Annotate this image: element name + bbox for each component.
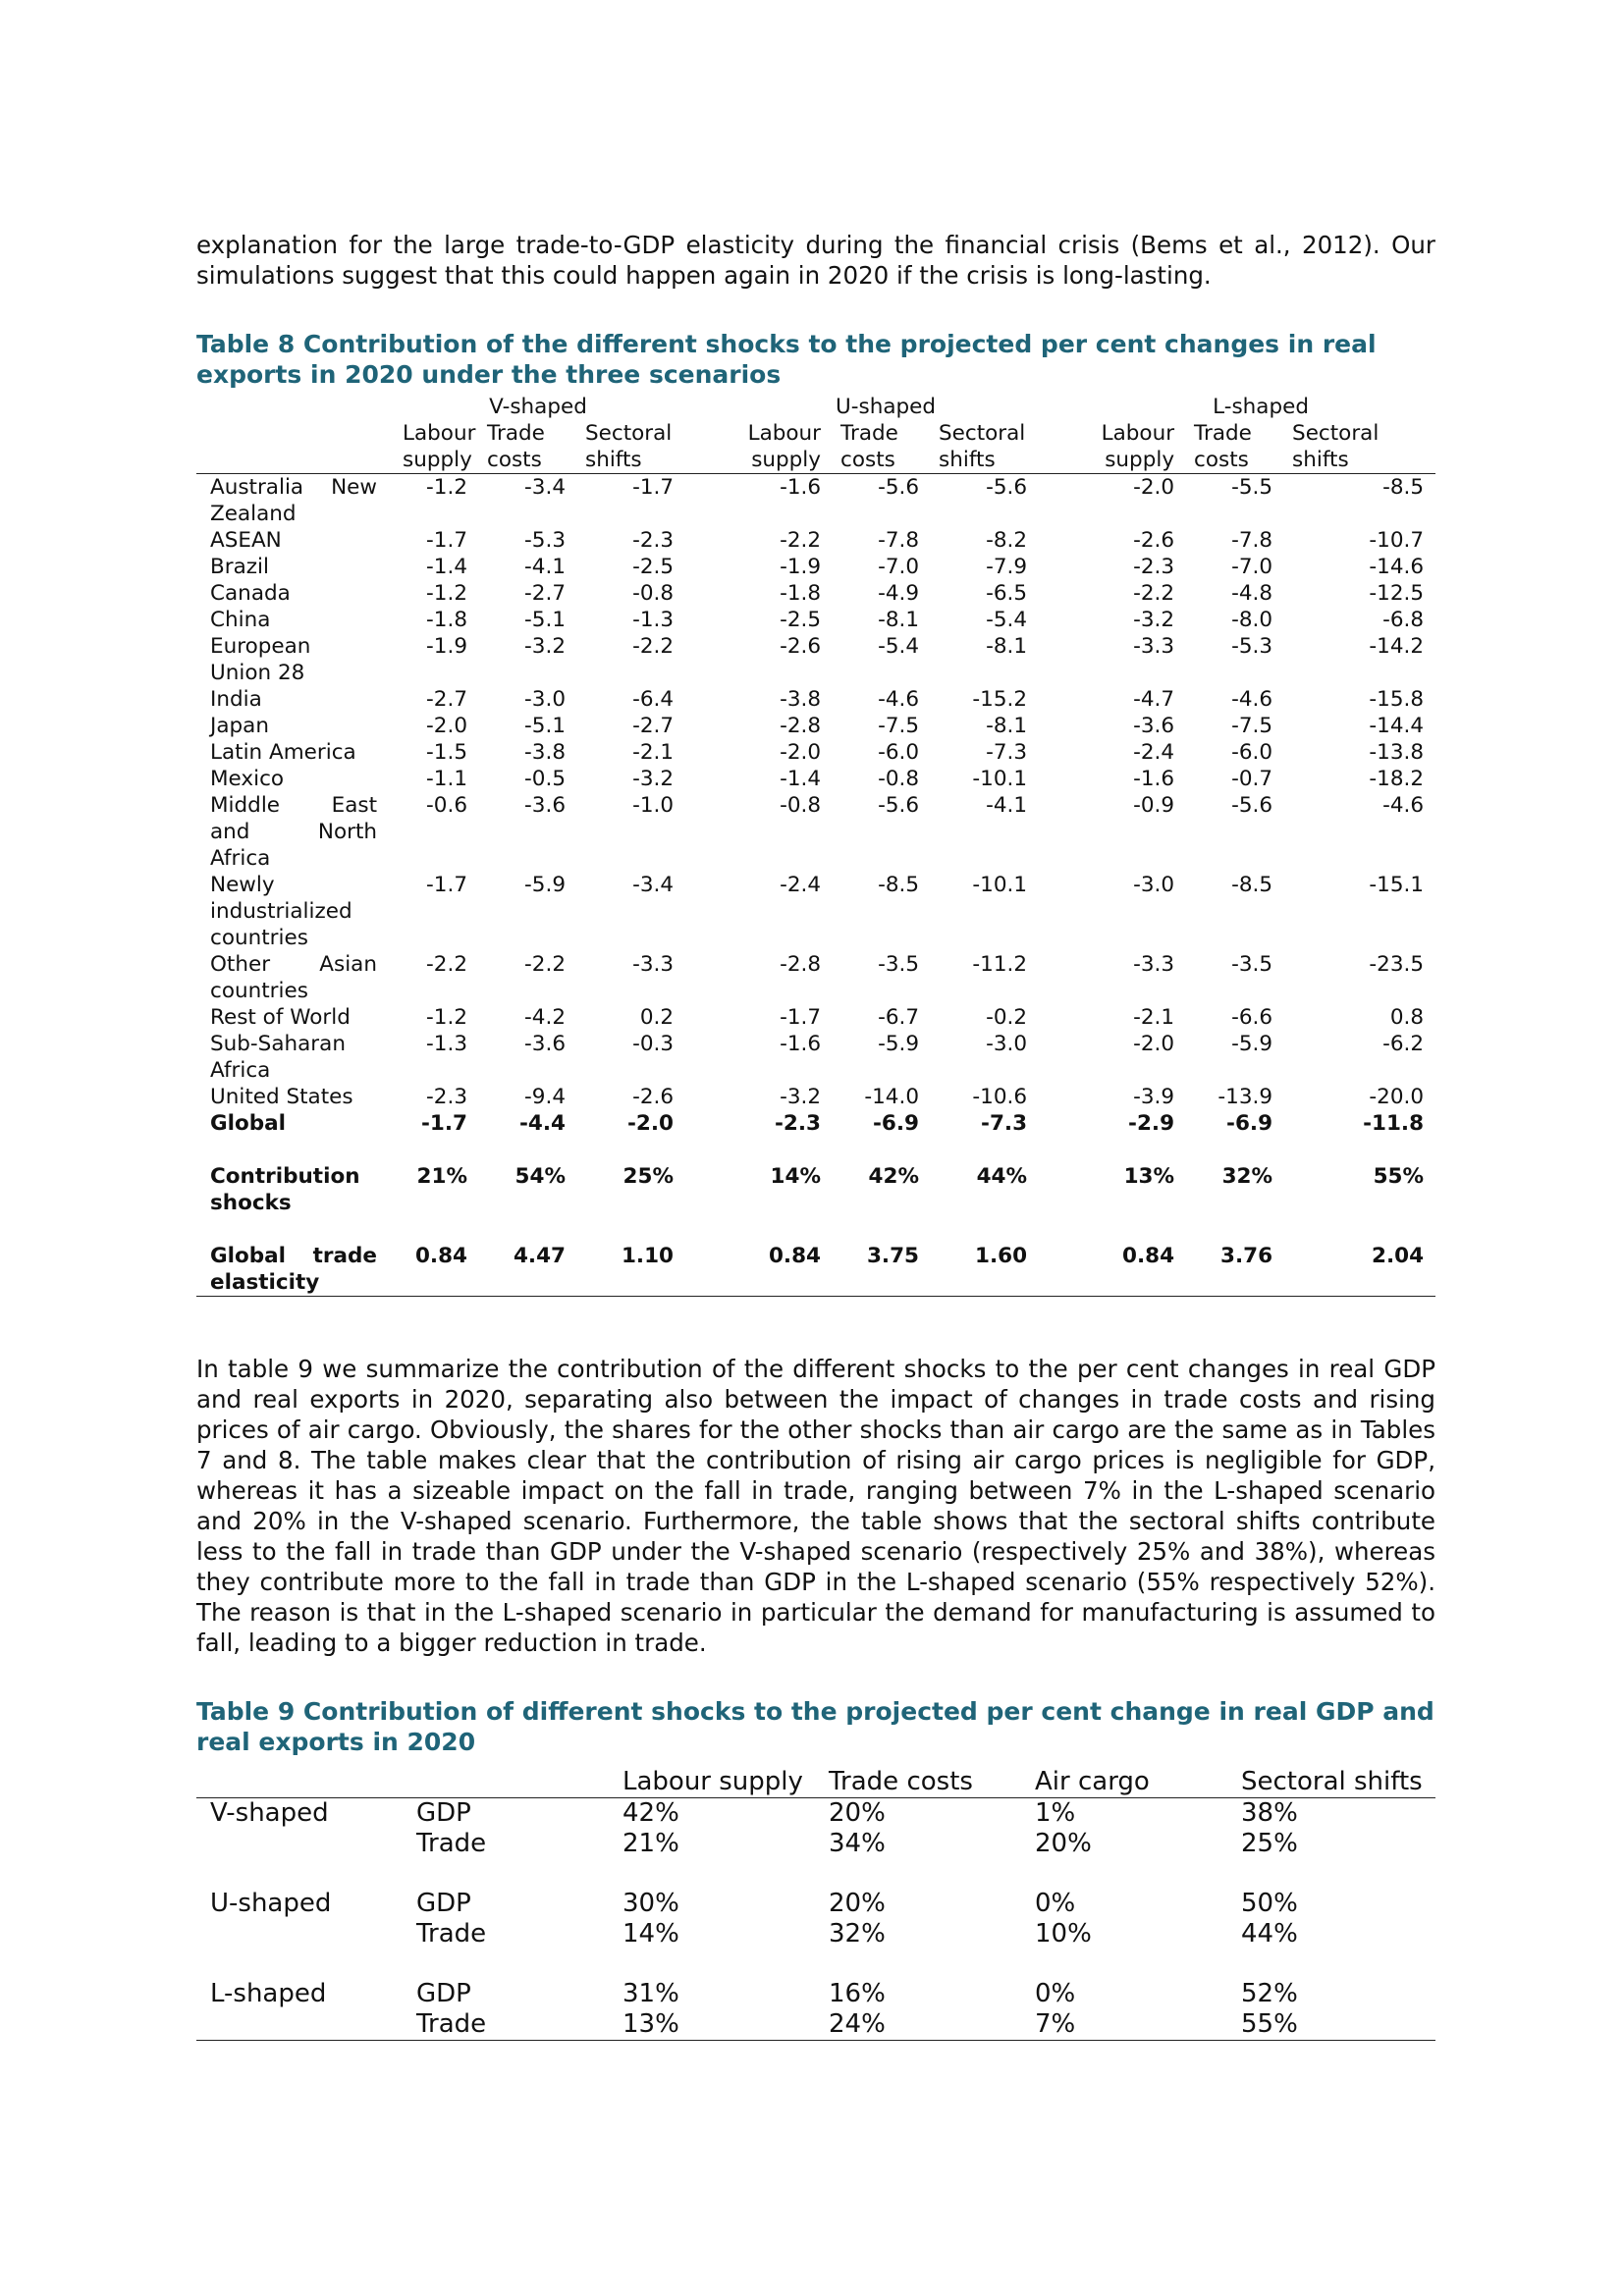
table-cell: -3.0	[1133, 873, 1175, 897]
col-header: Sectoral shifts	[1227, 1767, 1435, 1798]
table-cell: 0.84	[389, 1216, 479, 1297]
table-cell: -3.2	[780, 1085, 822, 1109]
table-cell: 42%	[622, 1798, 679, 1828]
table-cell: -8.1	[986, 634, 1028, 659]
table-row	[196, 739, 1435, 766]
table-cell: 54%	[514, 1164, 566, 1189]
table-cell: -0.8	[878, 767, 920, 791]
table-cell: -6.8	[1382, 608, 1425, 632]
table-cell: 20%	[1035, 1829, 1092, 1858]
table-cell: -2.2	[524, 952, 566, 977]
col-header: Sectoral	[939, 421, 1026, 446]
table-row	[196, 527, 1435, 554]
table-cell: -1.7	[426, 873, 467, 897]
col-header: Labour	[403, 421, 476, 446]
table-cell: -6.0	[878, 740, 920, 765]
table-cell: -3.2	[524, 634, 566, 659]
table-cell: -1.4	[780, 767, 822, 791]
row-label: Rest of World	[210, 1005, 351, 1030]
row-label: Newly industrialized countries	[210, 873, 352, 950]
table-cell: -8.5	[1382, 475, 1425, 500]
table-cell: -2.8	[780, 714, 822, 738]
table-cell: -23.5	[1369, 952, 1425, 977]
table-cell: -7.3	[986, 740, 1028, 765]
table-cell: -2.0	[780, 740, 822, 765]
table-cell: -5.9	[878, 1032, 920, 1056]
col-header: supply	[1039, 447, 1186, 474]
table-cell: -1.6	[780, 475, 822, 500]
table-cell: -2.7	[632, 714, 675, 738]
table-row	[196, 1949, 1435, 2009]
table-cell: -3.9	[1133, 1085, 1175, 1109]
table-cell: -8.5	[1231, 873, 1273, 897]
table-row	[196, 1110, 1435, 1137]
table-cell: -3.5	[878, 952, 920, 977]
table-cell: 31%	[622, 1979, 679, 2008]
table-cell: 25%	[622, 1164, 675, 1189]
table-cell: -18.2	[1369, 767, 1425, 791]
table-cell: -3.3	[632, 952, 675, 977]
table-cell: -1.4	[426, 555, 467, 579]
table-row	[196, 1829, 1435, 1859]
table-cell: -1.3	[426, 1032, 467, 1056]
table-row	[196, 580, 1435, 607]
table-cell: -8.1	[986, 714, 1028, 738]
row-label: Australia New Zealand	[210, 475, 377, 526]
table-cell: -5.4	[878, 634, 920, 659]
table-row	[196, 607, 1435, 633]
row-label: Latin America	[210, 740, 356, 765]
table-row	[196, 766, 1435, 792]
table-cell: -7.0	[1231, 555, 1273, 579]
table-cell: 20%	[829, 1798, 886, 1828]
row-label: Global	[210, 1111, 287, 1136]
table-cell: -2.2	[1133, 581, 1175, 606]
table-cell: -2.5	[632, 555, 675, 579]
table-cell: -6.7	[878, 1005, 920, 1030]
table-cell: -2.3	[426, 1085, 467, 1109]
table-cell: -2.4	[780, 873, 822, 897]
table-cell: -9.4	[524, 1085, 566, 1109]
table-cell: -1.5	[426, 740, 467, 765]
table-row	[196, 713, 1435, 739]
table-cell: -2.0	[1133, 1032, 1175, 1056]
col-header: shifts	[577, 447, 685, 474]
table-cell: -7.8	[1231, 528, 1273, 553]
table-row	[196, 1919, 1435, 1949]
table-cell: -8.0	[1231, 608, 1273, 632]
table-cell: -1.7	[780, 1005, 822, 1030]
middle-paragraph: In table 9 we summarize the contribution of the different shocks to the per cent changes in real GDP and real exports in 2020, separating also between the impact of changes in trade costs and rising prices of air cargo. Obviously, the shares for the other shocks than air cargo are the same as in Tables 7 and 8. The table makes clear that the contribution of rising air cargo prices is negligible for GDP, whereas it has a sizeable impact on the fall in trade, ranging between 7% in the L-shaped scenario and 20% in the V-shaped scenario. Furthermore, the table shows that the sectoral shifts contribute less to the fall in trade than GDP under the V-shaped scenario (respectively 25% and 38%), whereas they contribute more to the fall in trade than GDP in the L-shaped scenario (55% respectively 52%). The reason is that in the L-shaped scenario in particular the demand for manufacturing is assumed to fall, leading to a bigger reduction in trade.	[196, 1355, 1435, 1657]
table-cell: 38%	[1241, 1798, 1298, 1828]
table-cell: -4.6	[878, 687, 920, 712]
table8-caption: Table 8 Contribution of the different shocks to the projected per cent changes in real exports in 2020 under the three scenarios	[196, 330, 1377, 389]
table-cell: 13%	[1123, 1164, 1175, 1189]
table-cell: 21%	[622, 1829, 679, 1858]
table-cell: -10.6	[972, 1085, 1028, 1109]
table-cell: -14.6	[1369, 555, 1425, 579]
row-label: Global trade elasticity	[196, 1216, 389, 1297]
table-cell: 32%	[1221, 1164, 1273, 1189]
table-cell: -12.5	[1369, 581, 1425, 606]
table-cell: -2.6	[632, 1085, 675, 1109]
table-row	[196, 686, 1435, 713]
col-header: costs	[479, 447, 577, 474]
table-cell: 1%	[1035, 1798, 1076, 1828]
col-header: Labour	[1101, 421, 1175, 446]
table-cell: -0.9	[1133, 793, 1175, 818]
table-cell: 7%	[1021, 2009, 1227, 2041]
row-label: European Union 28	[210, 634, 311, 685]
table-cell: 0%	[1035, 1889, 1076, 1918]
table-cell: -2.9	[1128, 1111, 1175, 1136]
row-label: Canada	[210, 581, 291, 606]
col-header: supply	[685, 447, 833, 474]
table-cell: 20%	[829, 1889, 886, 1918]
table-row	[196, 474, 1435, 528]
table-cell: -2.6	[780, 634, 822, 659]
table-cell: -1.0	[632, 793, 675, 818]
table-cell: 1.60	[931, 1216, 1039, 1297]
intro-paragraph: explanation for the large trade-to-GDP elasticity during the financial crisis (Bems et al., 2012). Our simulations suggest that this could happen again in 2020 if the crisis is long-lasting.	[196, 231, 1435, 290]
table-cell: -5.1	[524, 608, 566, 632]
table-row	[196, 872, 1435, 951]
table-cell: -7.5	[878, 714, 920, 738]
scenario-label: V-shaped	[210, 1798, 329, 1828]
table-cell: -2.1	[632, 740, 675, 765]
table-cell: -1.7	[420, 1111, 467, 1136]
table-cell: -1.6	[1133, 767, 1175, 791]
table-cell: -5.6	[878, 475, 920, 500]
table-cell: -2.0	[627, 1111, 675, 1136]
table-cell: -14.2	[1369, 634, 1425, 659]
table-cell: -3.6	[1133, 714, 1175, 738]
table-cell: -10.1	[972, 767, 1028, 791]
table-cell: -3.2	[632, 767, 675, 791]
table-cell: -6.9	[873, 1111, 920, 1136]
table-row	[196, 2009, 1435, 2041]
table-row	[196, 1031, 1435, 1084]
table-cell: 52%	[1241, 1979, 1298, 2008]
scenario-label	[196, 2009, 403, 2041]
table-cell: -15.1	[1369, 873, 1425, 897]
table-row	[196, 792, 1435, 872]
table-cell: -10.1	[972, 873, 1028, 897]
table-cell: -6.0	[1231, 740, 1273, 765]
table-cell: -0.3	[632, 1032, 675, 1056]
table-cell: -8.2	[986, 528, 1028, 553]
table-cell: -3.8	[780, 687, 822, 712]
col-header: costs	[833, 447, 931, 474]
scenario-header: L-shaped	[1213, 395, 1309, 419]
table-cell: -15.8	[1369, 687, 1425, 712]
table-cell: -1.7	[632, 475, 675, 500]
table-row	[196, 1084, 1435, 1110]
table-cell: -0.7	[1231, 767, 1273, 791]
table-cell: -1.2	[426, 475, 467, 500]
table-cell: -11.8	[1363, 1111, 1425, 1136]
table-cell: -6.9	[1226, 1111, 1273, 1136]
col-header: Trade	[840, 421, 898, 446]
table-cell: -4.1	[524, 555, 566, 579]
row-label: Sub-Saharan Africa	[210, 1032, 346, 1083]
table-row	[196, 1004, 1435, 1031]
table-cell: -4.6	[1231, 687, 1273, 712]
col-header: Trade costs	[815, 1767, 1021, 1798]
table-cell: -4.1	[986, 793, 1028, 818]
table-cell: -7.0	[878, 555, 920, 579]
table-row	[196, 1216, 1435, 1297]
col-header: shifts	[1284, 447, 1435, 474]
col-header: Labour supply	[609, 1767, 815, 1798]
table-cell: -0.8	[780, 793, 822, 818]
row-label: Middle East and North Africa	[210, 793, 377, 871]
measure-label: GDP	[416, 1889, 471, 1918]
table-cell: 30%	[622, 1889, 679, 1918]
table-cell: 16%	[829, 1979, 886, 2008]
table-cell: -2.0	[426, 714, 467, 738]
table-cell: -5.6	[878, 793, 920, 818]
measure-label: GDP	[416, 1979, 471, 2008]
table-cell: -8.5	[878, 873, 920, 897]
table-cell: -2.7	[524, 581, 566, 606]
row-label: United States	[210, 1085, 353, 1109]
table-cell: -4.2	[524, 1005, 566, 1030]
table-cell: 34%	[829, 1829, 886, 1858]
table-cell: -15.2	[972, 687, 1028, 712]
table9	[196, 1767, 1435, 2041]
col-header: Air cargo	[1021, 1767, 1227, 1798]
table-cell: -4.8	[1231, 581, 1273, 606]
table-cell: -14.4	[1369, 714, 1425, 738]
table-cell: -5.4	[986, 608, 1028, 632]
table-cell: -6.2	[1382, 1032, 1425, 1056]
table-cell: -6.4	[632, 687, 675, 712]
table-cell: -4.9	[878, 581, 920, 606]
scenario-header: U-shaped	[836, 395, 937, 419]
scenario-label: L-shaped	[210, 1979, 327, 2008]
scenario-label	[196, 1829, 403, 1859]
table-cell: 0.8	[1389, 1005, 1425, 1030]
table-cell: -5.1	[524, 714, 566, 738]
table-cell: -3.6	[524, 1032, 566, 1056]
col-header: shifts	[931, 447, 1039, 474]
table-cell: 3.75	[833, 1216, 931, 1297]
table-cell: -2.7	[426, 687, 467, 712]
table-cell: -3.5	[1231, 952, 1273, 977]
col-header: Trade	[487, 421, 545, 446]
table-row	[196, 554, 1435, 580]
table-cell: -11.2	[972, 952, 1028, 977]
table-cell: -1.3	[632, 608, 675, 632]
table-cell: 0.2	[639, 1005, 675, 1030]
table-cell: -3.4	[632, 873, 675, 897]
table-cell: -4.6	[1382, 793, 1425, 818]
table-cell: -3.8	[524, 740, 566, 765]
scenario-label	[196, 1919, 403, 1949]
col-header: costs	[1186, 447, 1284, 474]
table-cell: -1.1	[426, 767, 467, 791]
measure-label: GDP	[416, 1798, 471, 1828]
table-cell: 44%	[1241, 1919, 1298, 1949]
table-cell: -2.4	[1133, 740, 1175, 765]
table-cell: -10.7	[1369, 528, 1425, 553]
table-cell: -2.0	[1133, 475, 1175, 500]
table-cell: -3.2	[1133, 608, 1175, 632]
table-cell: 55%	[1227, 2009, 1435, 2041]
table-cell: -13.8	[1369, 740, 1425, 765]
table-cell: -2.2	[632, 634, 675, 659]
table-cell: -1.6	[780, 1032, 822, 1056]
table-cell: -2.2	[780, 528, 822, 553]
table-row	[196, 1859, 1435, 1919]
table-row	[196, 951, 1435, 1004]
table-cell: -14.0	[864, 1085, 920, 1109]
col-header: Sectoral	[1292, 421, 1380, 446]
table-cell: -2.6	[1133, 528, 1175, 553]
table-cell: -5.6	[1231, 793, 1273, 818]
col-header: Sectoral	[585, 421, 673, 446]
table-cell: -2.3	[775, 1111, 822, 1136]
row-label: ASEAN	[210, 528, 282, 553]
table8-header	[196, 394, 1435, 474]
table-cell: -2.2	[426, 952, 467, 977]
table-cell: -7.3	[981, 1111, 1028, 1136]
table8	[196, 394, 1435, 1297]
measure-label: Trade	[416, 1919, 487, 1949]
table-cell: -7.8	[878, 528, 920, 553]
table-cell: 50%	[1241, 1889, 1298, 1918]
table-cell: -5.3	[1231, 634, 1273, 659]
table8-body	[196, 474, 1435, 1297]
table-cell: -3.0	[524, 687, 566, 712]
table-cell: -5.9	[524, 873, 566, 897]
table-cell: 13%	[609, 2009, 815, 2041]
table-cell: -1.8	[780, 581, 822, 606]
table-cell: -6.6	[1231, 1005, 1273, 1030]
table-cell: -1.2	[426, 581, 467, 606]
row-label: Brazil	[210, 555, 269, 579]
table-cell: -0.6	[426, 793, 467, 818]
table9-header	[196, 1767, 1435, 1798]
table-cell: -3.3	[1133, 952, 1175, 977]
table-cell: -2.8	[780, 952, 822, 977]
table-row	[196, 1798, 1435, 1830]
table-cell: 14%	[622, 1919, 679, 1949]
row-label: Mexico	[210, 767, 285, 791]
table-cell: 3.76	[1186, 1216, 1284, 1297]
table-cell: -3.0	[986, 1032, 1028, 1056]
table-cell: 0%	[1035, 1979, 1076, 2008]
table-cell: 4.47	[479, 1216, 577, 1297]
col-header: Trade	[1194, 421, 1252, 446]
table-cell: -1.7	[426, 528, 467, 553]
table-cell: 32%	[829, 1919, 886, 1949]
measure-label: Trade	[416, 1829, 487, 1858]
table-cell: -7.5	[1231, 714, 1273, 738]
table-cell: 0.84	[1039, 1216, 1186, 1297]
table-cell: -7.9	[986, 555, 1028, 579]
scenario-label: U-shaped	[210, 1889, 332, 1918]
table-cell: -0.8	[632, 581, 675, 606]
table-cell: 42%	[868, 1164, 920, 1189]
table-cell: -4.7	[1133, 687, 1175, 712]
row-label: Contribution shocks	[210, 1164, 360, 1215]
table-row	[196, 1137, 1435, 1216]
table-cell: -8.1	[878, 608, 920, 632]
table-cell: 2.04	[1284, 1216, 1435, 1297]
table-cell: 24%	[815, 2009, 1021, 2041]
table-cell: -2.5	[780, 608, 822, 632]
table-cell: -20.0	[1369, 1085, 1425, 1109]
table-cell: -2.3	[632, 528, 675, 553]
table-cell: 1.10	[577, 1216, 685, 1297]
table-cell: -5.3	[524, 528, 566, 553]
table-cell: -3.6	[524, 793, 566, 818]
table-cell: 14%	[770, 1164, 822, 1189]
table-cell: -1.9	[780, 555, 822, 579]
table-cell: 55%	[1373, 1164, 1425, 1189]
table-cell: -1.2	[426, 1005, 467, 1030]
row-label: China	[210, 608, 271, 632]
table-cell: 10%	[1035, 1919, 1092, 1949]
table9-body	[196, 1798, 1435, 2041]
row-label: Japan	[210, 714, 269, 738]
row-label: Other Asian countries	[210, 952, 377, 1003]
col-header: Labour	[747, 421, 822, 446]
table-cell: -1.9	[426, 634, 467, 659]
table-cell: -13.9	[1217, 1085, 1273, 1109]
table-cell: -0.2	[986, 1005, 1028, 1030]
scenario-header: V-shaped	[489, 395, 587, 419]
table-cell: 0.84	[685, 1216, 833, 1297]
document-page	[196, 230, 1435, 2041]
table-row	[196, 633, 1435, 686]
table-cell: 44%	[976, 1164, 1028, 1189]
table-cell: -2.3	[1133, 555, 1175, 579]
table-cell: -5.9	[1231, 1032, 1273, 1056]
table-cell: -5.6	[986, 475, 1028, 500]
table-cell: -2.1	[1133, 1005, 1175, 1030]
table-cell: 25%	[1241, 1829, 1298, 1858]
table-cell: -0.5	[524, 767, 566, 791]
table9-caption: Table 9 Contribution of different shocks to the projected per cent change in real GDP and real exports in 2020	[196, 1697, 1434, 1756]
table-cell: -3.4	[524, 475, 566, 500]
table-cell: -5.5	[1231, 475, 1273, 500]
table-cell: 21%	[416, 1164, 467, 1189]
col-header: supply	[389, 447, 479, 474]
table-cell: -1.8	[426, 608, 467, 632]
row-label: India	[210, 687, 262, 712]
table-cell: -4.4	[518, 1111, 566, 1136]
table-cell: -3.3	[1133, 634, 1175, 659]
measure-label: Trade	[403, 2009, 609, 2041]
table-cell: -6.5	[986, 581, 1028, 606]
